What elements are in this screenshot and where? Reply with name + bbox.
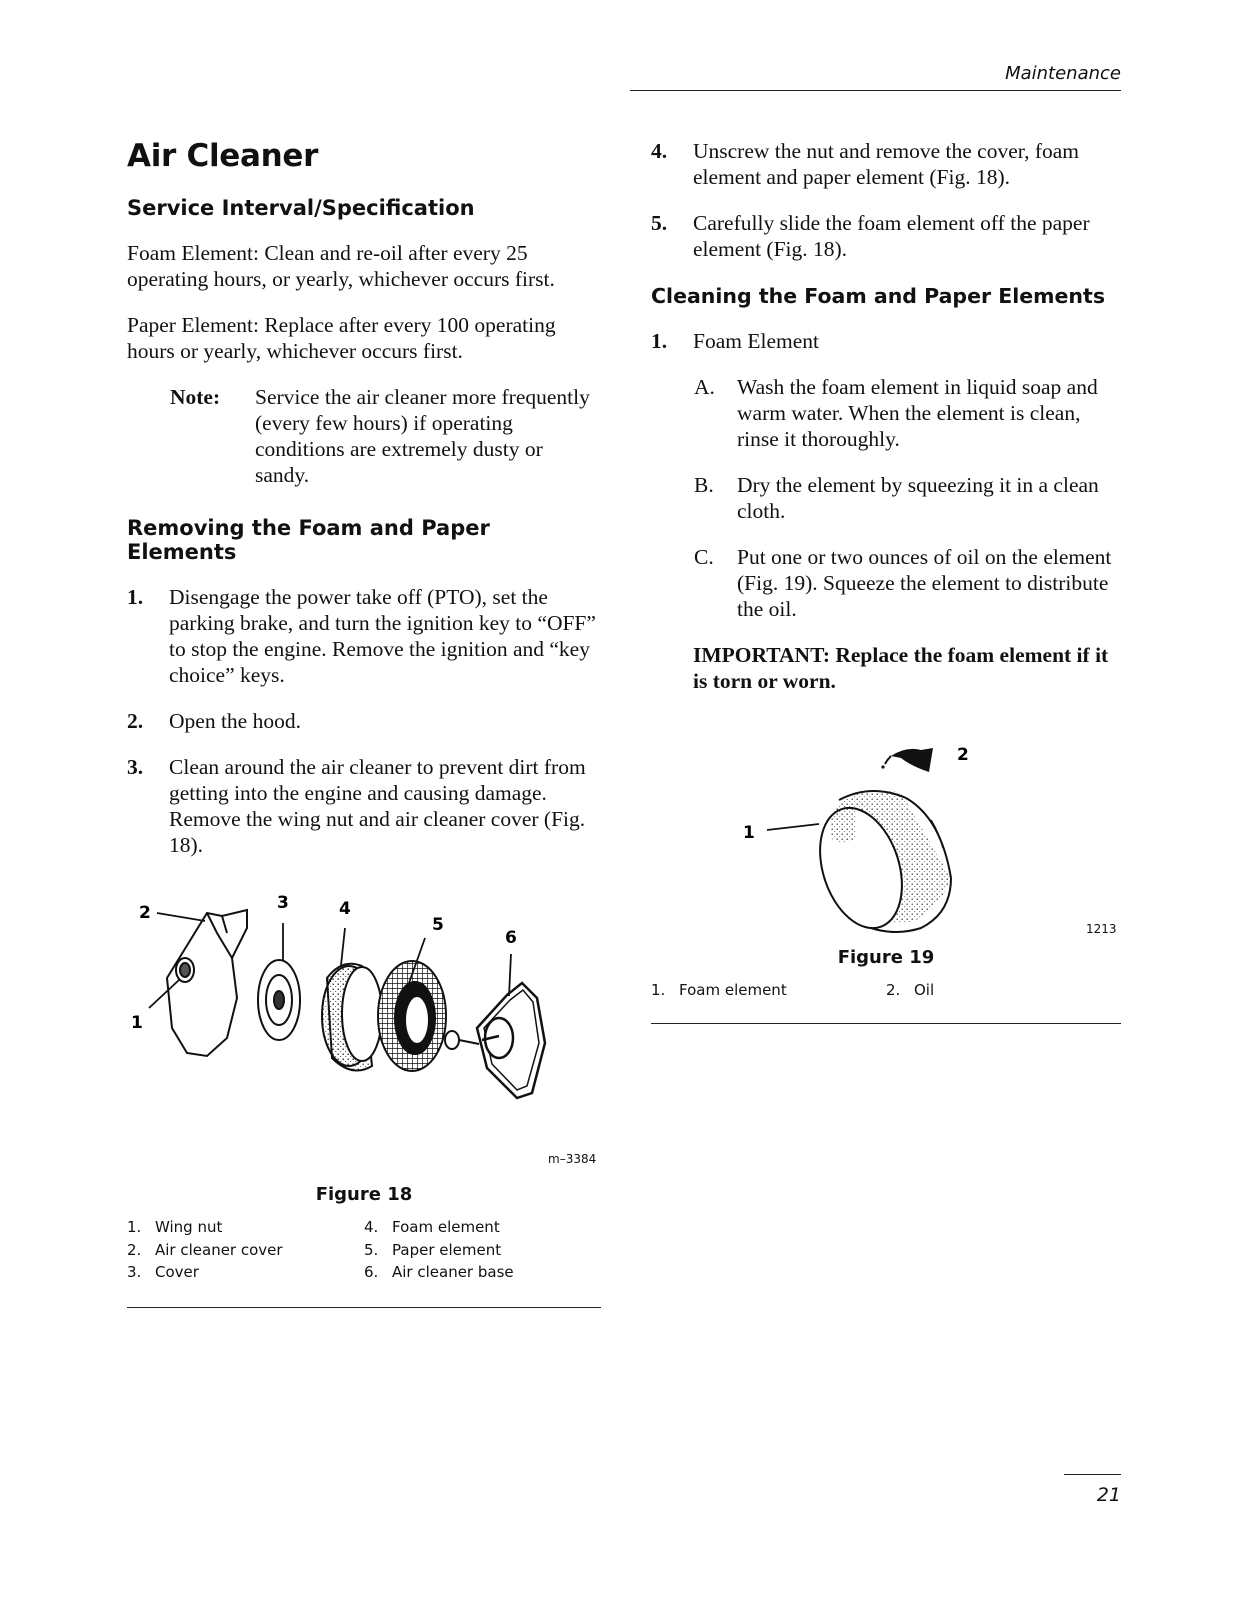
page-number: 21 <box>1096 1484 1121 1506</box>
service-heading: Service Interval/Specification <box>127 196 475 220</box>
left-column <box>127 138 601 878</box>
legend-item: 3. Cover <box>127 1263 199 1281</box>
legend-item: 4. Foam element <box>364 1218 500 1236</box>
removing-heading: Removing the Foam and Paper Elements <box>127 516 490 564</box>
legend-item: 1. Wing nut <box>127 1218 223 1236</box>
fig18-callout-1: 1 <box>131 1013 143 1033</box>
fig19-callout-1: 1 <box>743 823 755 843</box>
footer-rule <box>1064 1474 1121 1475</box>
figure-18-legend <box>127 1218 601 1286</box>
step-number: 4. <box>651 139 668 163</box>
header-rule <box>630 90 1121 91</box>
cleaning-step <box>651 328 1121 354</box>
figure-19-rule <box>651 1023 1121 1024</box>
cover-drawing <box>258 960 300 1040</box>
step-text: Foam Element <box>693 329 819 353</box>
fig19-callout-2: 2 <box>957 745 969 765</box>
cleaning-substep <box>694 472 1121 524</box>
figure-19-illustration <box>651 738 1121 938</box>
step-number: 3. <box>127 755 144 779</box>
figure-18-code: m–3384 <box>548 1152 597 1166</box>
paper-spec: Paper Element: Replace after every 100 operating hours or yearly, whichever occurs first. <box>127 313 556 363</box>
air-cleaner-base-drawing <box>477 983 545 1098</box>
removing-step <box>651 138 1121 190</box>
paper-element-drawing <box>378 961 446 1071</box>
running-header: Maintenance <box>1005 63 1121 84</box>
step-text: Carefully slide the foam element off the paper element (Fig. 18). <box>693 211 1090 261</box>
foam-spec: Foam Element: Clean and re-oil after every 25 operating hours, or yearly, whichever occurs first. <box>127 241 555 291</box>
fig18-callout-3: 3 <box>277 893 289 913</box>
legend-item: 2. Oil <box>886 981 935 999</box>
substep-text: Wash the foam element in liquid soap and warm water. When the element is clean, rinse it thoroughly. <box>737 375 1098 451</box>
legend-item: 5. Paper element <box>364 1240 502 1259</box>
legend-item: 2. Air cleaner cover <box>127 1240 283 1259</box>
substep-text: Put one or two ounces of oil on the element (Fig. 19). Squeeze the element to distribute the oil. <box>737 545 1112 621</box>
service-note <box>170 384 601 488</box>
legend-item: 6. Air cleaner base <box>364 1263 514 1281</box>
air-cleaner-cover-drawing <box>167 910 247 1056</box>
cleaning-substep <box>694 544 1121 622</box>
figure-19-code: 1213 <box>1086 922 1117 936</box>
step-text: Clean around the air cleaner to prevent dirt from getting into the engine and causing damage. Remove the wing nut and air cleaner cover (Fig. 18). <box>169 755 586 857</box>
removing-step <box>127 708 601 734</box>
step-number: 1. <box>127 585 144 609</box>
nut-drawing <box>445 1031 479 1049</box>
fig18-callout-2: 2 <box>139 903 151 923</box>
figure-18-illustration <box>127 888 601 1168</box>
substep-letter: A. <box>694 375 715 399</box>
oil-can-drawing <box>881 748 933 772</box>
step-text: Unscrew the nut and remove the cover, foam element and paper element (Fig. 18). <box>693 139 1079 189</box>
step-text: Open the hood. <box>169 709 301 733</box>
step-text: Disengage the power take off (PTO), set the parking brake, and turn the ignition key to “OFF” to stop the engine. Remove the ignition and “key choice” keys. <box>169 585 596 687</box>
fig18-callout-4: 4 <box>339 899 351 919</box>
cleaning-substep <box>694 374 1121 452</box>
cleaning-heading: Cleaning the Foam and Paper Elements <box>651 284 1106 308</box>
right-column <box>651 138 1121 694</box>
substep-text: Dry the element by squeezing it in a clean cloth. <box>737 473 1099 523</box>
fig18-callout-5: 5 <box>432 915 444 935</box>
figure-19-legend <box>651 981 1121 999</box>
removing-step <box>651 210 1121 262</box>
substep-letter: C. <box>694 545 714 569</box>
step-number: 5. <box>651 211 668 235</box>
note-label: Note: <box>170 385 221 409</box>
figure-18-caption: Figure 18 <box>315 1184 413 1205</box>
fig19-leader <box>767 824 819 830</box>
figure-19-caption: Figure 19 <box>837 947 935 968</box>
step-number: 1. <box>651 329 668 353</box>
foam-element-drawing <box>322 964 382 1071</box>
note-text: Service the air cleaner more frequently (every few hours) if operating conditions are extremely dusty or sandy. <box>255 385 590 487</box>
page-title: Air Cleaner <box>127 138 319 174</box>
substep-letter: B. <box>694 473 714 497</box>
step-number: 2. <box>127 709 144 733</box>
removing-step <box>127 584 601 688</box>
important-notice: IMPORTANT: Replace the foam element if it is torn or worn. <box>693 643 1109 693</box>
foam-ring-drawing <box>806 790 951 938</box>
legend-item: 1. Foam element <box>651 981 787 999</box>
removing-step <box>127 754 601 858</box>
fig18-callout-6: 6 <box>505 928 517 948</box>
figure-18-rule <box>127 1307 601 1308</box>
